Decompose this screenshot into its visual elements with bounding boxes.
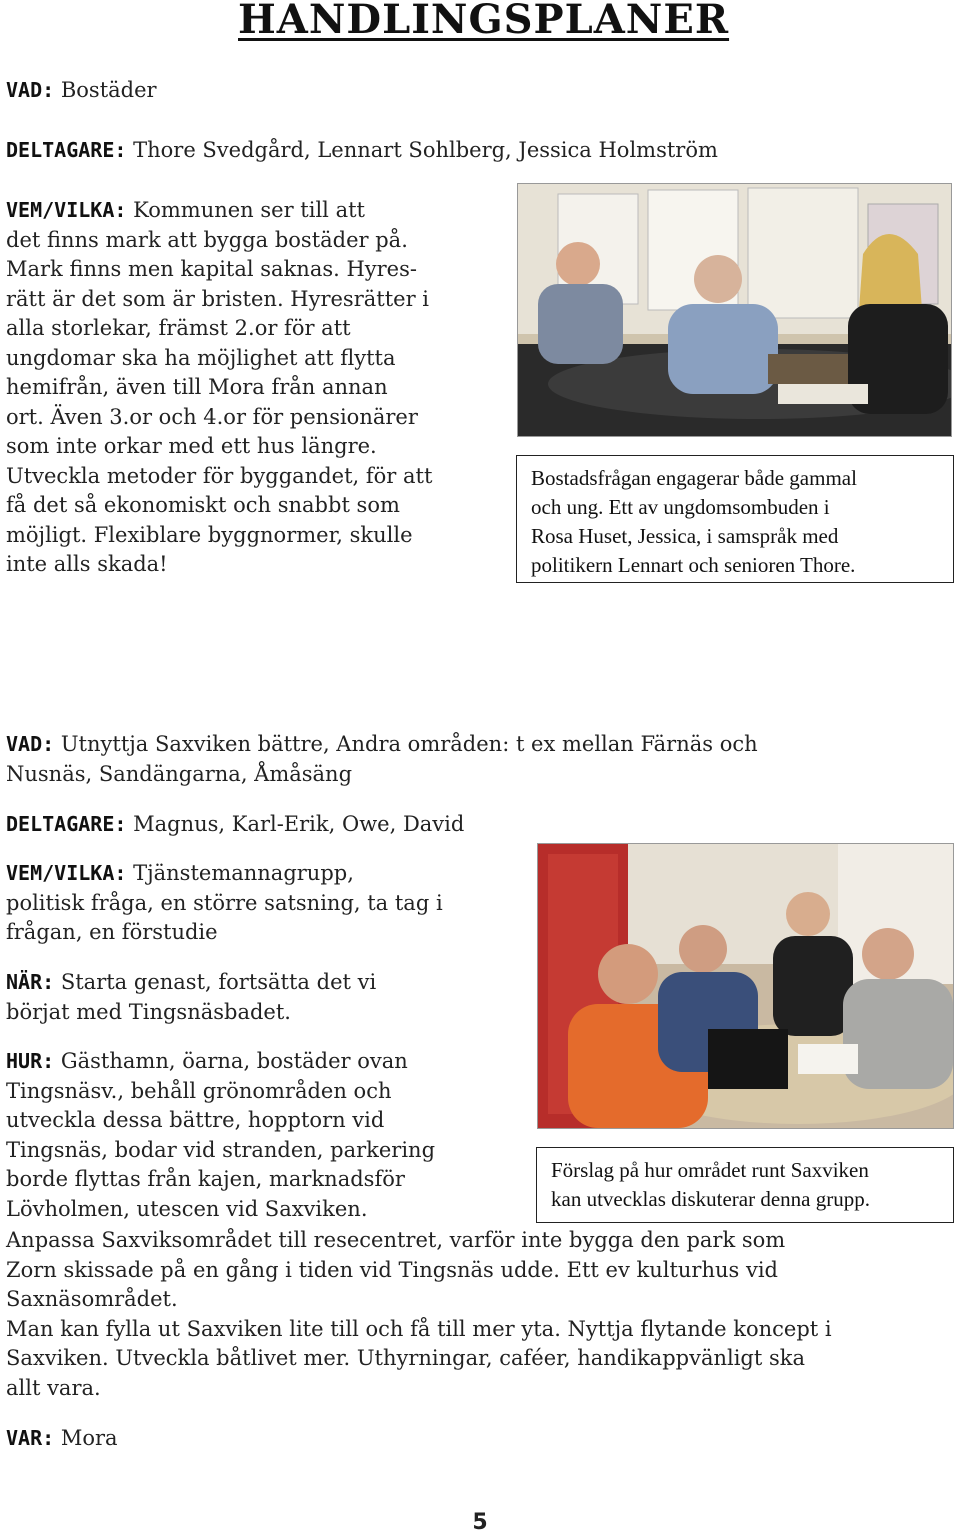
section2-deltagare: [6, 810, 464, 840]
vem-line: politisk fråga, en större satsning, ta tag i: [6, 890, 443, 915]
var-label: VAR:: [6, 1426, 55, 1450]
section2-full-block: [6, 1226, 956, 1403]
section2-vad: [6, 730, 946, 789]
vem-line: frågan, en förstudie: [6, 920, 218, 944]
deltagare-label: DELTAGARE:: [6, 138, 127, 162]
section2-vem-block: [6, 859, 526, 948]
section2-hur-block: [6, 1047, 526, 1224]
hur-line: utveckla dessa bättre, hopptorn vid: [6, 1108, 385, 1132]
nar-line: Starta genast, fortsätta det vi: [60, 970, 377, 994]
vem-line: Mark finns men kapital saknas. Hyres-: [6, 257, 417, 281]
body-line: Saxviken. Utveckla båtlivet mer. Uthyrningar, caféer, handikappvänligt ska: [6, 1346, 805, 1370]
caption-line: och ung. Ett av ungdomsombuden i: [531, 495, 830, 519]
vem-line: ort. Även 3.or och 4.or för pensionärer: [6, 404, 418, 429]
section2-var: [6, 1424, 118, 1454]
hur-label: HUR:: [6, 1049, 55, 1073]
vem-label: VEM/VILKA:: [6, 861, 127, 885]
hur-line: Gästhamn, öarna, bostäder ovan: [60, 1049, 408, 1073]
vad-label: VAD:: [6, 732, 55, 756]
vem-line: inte alls skada!: [6, 552, 168, 576]
hur-line: Tingsnäsv., behåll grönområden och: [6, 1078, 392, 1103]
nar-line: börjat med Tingsnäsbadet.: [6, 999, 291, 1024]
caption-line: kan utvecklas diskuterar denna grupp.: [551, 1187, 870, 1211]
vad-value: Bostäder: [60, 78, 157, 102]
vem-line: som inte orkar med ett hus längre.: [6, 434, 377, 458]
photo-caption-2: [536, 1147, 954, 1223]
vem-line: Tjänstemannagrupp,: [133, 861, 354, 885]
deltagare-value: Thore Svedgård, Lennart Sohlberg, Jessica Holmström: [133, 138, 718, 162]
body-line: Man kan fylla ut Saxviken lite till och få till mer yta. Nyttja flytande koncept i: [6, 1316, 832, 1341]
caption-line: Bostadsfrågan engagerar både gammal: [531, 466, 857, 490]
vem-line: Utveckla metoder för byggandet, för att: [6, 463, 433, 488]
vad-label: VAD:: [6, 78, 55, 102]
deltagare-label: DELTAGARE:: [6, 812, 127, 836]
hur-line: Lövholmen, utescen vid Saxviken.: [6, 1196, 368, 1221]
body-line: Saxnäsområdet.: [6, 1287, 178, 1311]
body-line: Zorn skissade på en gång i tiden vid Tingsnäs udde. Ett ev kulturhus vid: [6, 1257, 778, 1282]
meeting-photo-2: [537, 843, 954, 1129]
vem-line: få det så ekonomiskt och snabbt som: [6, 493, 400, 517]
var-value: Mora: [60, 1426, 118, 1450]
vem-line: möjligt. Flexiblare byggnormer, skulle: [6, 522, 413, 547]
hur-line: borde flyttas från kajen, marknadsför: [6, 1167, 405, 1191]
page-title: HANDLINGSPLANER: [238, 0, 730, 43]
vem-line: hemifrån, även till Mora från annan: [6, 375, 388, 399]
page-number: 5: [472, 1510, 488, 1535]
caption-line: politikern Lennart och senioren Thore.: [531, 553, 856, 577]
section1-vem-block: [6, 196, 506, 580]
section1-vad: [6, 76, 157, 106]
vem-line: alla storlekar, främst 2.or för att: [6, 316, 351, 340]
deltagare-value: Magnus, Karl-Erik, Owe, David: [133, 812, 465, 836]
photo-caption-1: [516, 455, 954, 583]
hur-line: Tingsnäs, bodar vid stranden, parkering: [6, 1137, 436, 1162]
nar-label: NÄR:: [6, 970, 55, 994]
vem-line: det finns mark att bygga bostäder på.: [6, 227, 408, 252]
vem-label: VEM/VILKA:: [6, 198, 127, 222]
caption-line: Rosa Huset, Jessica, i samspråk med: [531, 524, 839, 548]
vem-line: rätt är det som är bristen. Hyresrätter i: [6, 286, 430, 311]
vad-line: Nusnäs, Sandängarna, Åmåsäng: [6, 761, 353, 786]
vad-line: Utnyttja Saxviken bättre, Andra områden: t ex mellan Färnäs och: [60, 732, 758, 756]
body-line: Anpassa Saxviksområdet till resecentret, varför inte bygga den park som: [6, 1228, 786, 1252]
body-line: allt vara.: [6, 1375, 101, 1400]
section2-nar-block: [6, 968, 526, 1027]
caption-line: Förslag på hur området runt Saxviken: [551, 1158, 869, 1182]
section1-deltagare: [6, 136, 718, 166]
vem-line: ungdomar ska ha möjlighet att flytta: [6, 345, 396, 370]
meeting-photo-1: [517, 183, 952, 437]
vem-line: Kommunen ser till att: [133, 198, 365, 222]
